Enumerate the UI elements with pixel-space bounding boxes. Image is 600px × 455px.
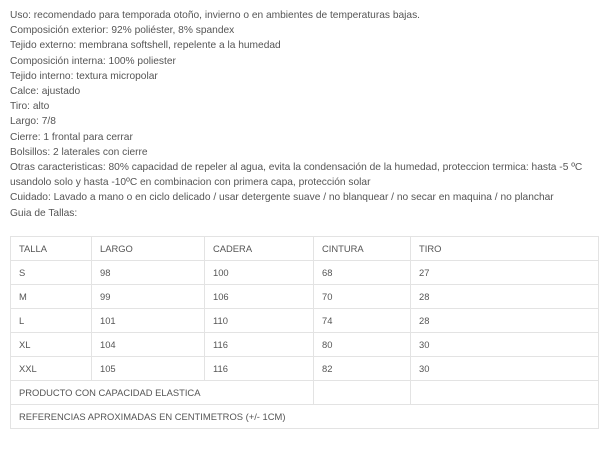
description-line-composicion-interna: Composición interna: 100% poliester	[10, 55, 176, 67]
size-guide-table	[10, 236, 599, 429]
description-line-composicion-exterior: Composición exterior: 92% poliéster, 8% spandex	[10, 25, 235, 37]
description-line-calce: Calce: ajustado	[10, 86, 81, 98]
table-cell: 82	[314, 357, 411, 381]
size-guide-title: Guia de Tallas:	[10, 207, 78, 219]
description-line-uso: Uso: recomendado para temporada otoño, invierno o en ambientes de temperaturas bajas.	[10, 10, 421, 21]
table-note-row	[11, 381, 599, 405]
description-line-otras-caracteristicas-cont: usandolo solo y hasta -10ºC en combinacion con primera capa, protección solar	[10, 177, 371, 189]
note-elastic: PRODUCTO CON CAPACIDAD ELASTICA	[11, 381, 314, 405]
table-cell-empty	[314, 381, 411, 405]
product-description	[10, 8, 595, 221]
table-cell: M	[11, 285, 92, 309]
table-cell: 98	[92, 261, 205, 285]
table-cell: 68	[314, 261, 411, 285]
table-cell: 104	[92, 333, 205, 357]
table-cell: 101	[92, 309, 205, 333]
table-cell-empty	[411, 381, 599, 405]
table-cell: L	[11, 309, 92, 333]
column-header-largo: LARGO	[92, 237, 205, 261]
description-line-largo: Largo: 7/8	[10, 116, 56, 128]
table-cell: 105	[92, 357, 205, 381]
table-row	[11, 357, 599, 381]
table-row	[11, 285, 599, 309]
column-header-cadera: CADERA	[205, 237, 314, 261]
table-cell: 70	[314, 285, 411, 309]
table-cell: XL	[11, 333, 92, 357]
table-cell: 28	[411, 285, 599, 309]
table-row	[11, 309, 599, 333]
table-cell: 27	[411, 261, 599, 285]
table-header-row	[11, 237, 599, 261]
note-references: REFERENCIAS APROXIMADAS EN CENTIMETROS (+/- 1CM)	[11, 405, 599, 429]
description-line-bolsillos: Bolsillos: 2 laterales con cierre	[10, 146, 148, 158]
table-cell: 100	[205, 261, 314, 285]
table-cell: XXL	[11, 357, 92, 381]
table-row	[11, 261, 599, 285]
column-header-cintura: CINTURA	[314, 237, 411, 261]
description-line-cuidado: Cuidado: Lavado a mano o en ciclo delicado / usar detergente suave / no blanquear / no secar en maquina / no planchar	[10, 192, 554, 204]
table-cell: 99	[92, 285, 205, 309]
table-cell: 80	[314, 333, 411, 357]
table-note-row	[11, 405, 599, 429]
description-line-tejido-externo: Tejido externo: membrana softshell, repelente a la humedad	[10, 40, 281, 52]
table-cell: 116	[205, 333, 314, 357]
column-header-tiro: TIRO	[411, 237, 599, 261]
table-cell: 74	[314, 309, 411, 333]
table-cell: 106	[205, 285, 314, 309]
column-header-talla: TALLA	[11, 237, 92, 261]
description-line-cierre: Cierre: 1 frontal para cerrar	[10, 131, 133, 143]
table-cell: 110	[205, 309, 314, 333]
description-line-tiro: Tiro: alto	[10, 101, 50, 113]
table-cell: 116	[205, 357, 314, 381]
description-line-otras-caracteristicas: Otras caracteristicas: 80% capacidad de repeler al agua, evita la condensación de la humedad, proteccion termica: hasta -5 ºC	[10, 162, 583, 174]
table-cell: 28	[411, 309, 599, 333]
description-line-tejido-interno: Tejido interno: textura micropolar	[10, 70, 158, 82]
table-cell: 30	[411, 357, 599, 381]
table-cell: S	[11, 261, 92, 285]
table-cell: 30	[411, 333, 599, 357]
table-row	[11, 333, 599, 357]
